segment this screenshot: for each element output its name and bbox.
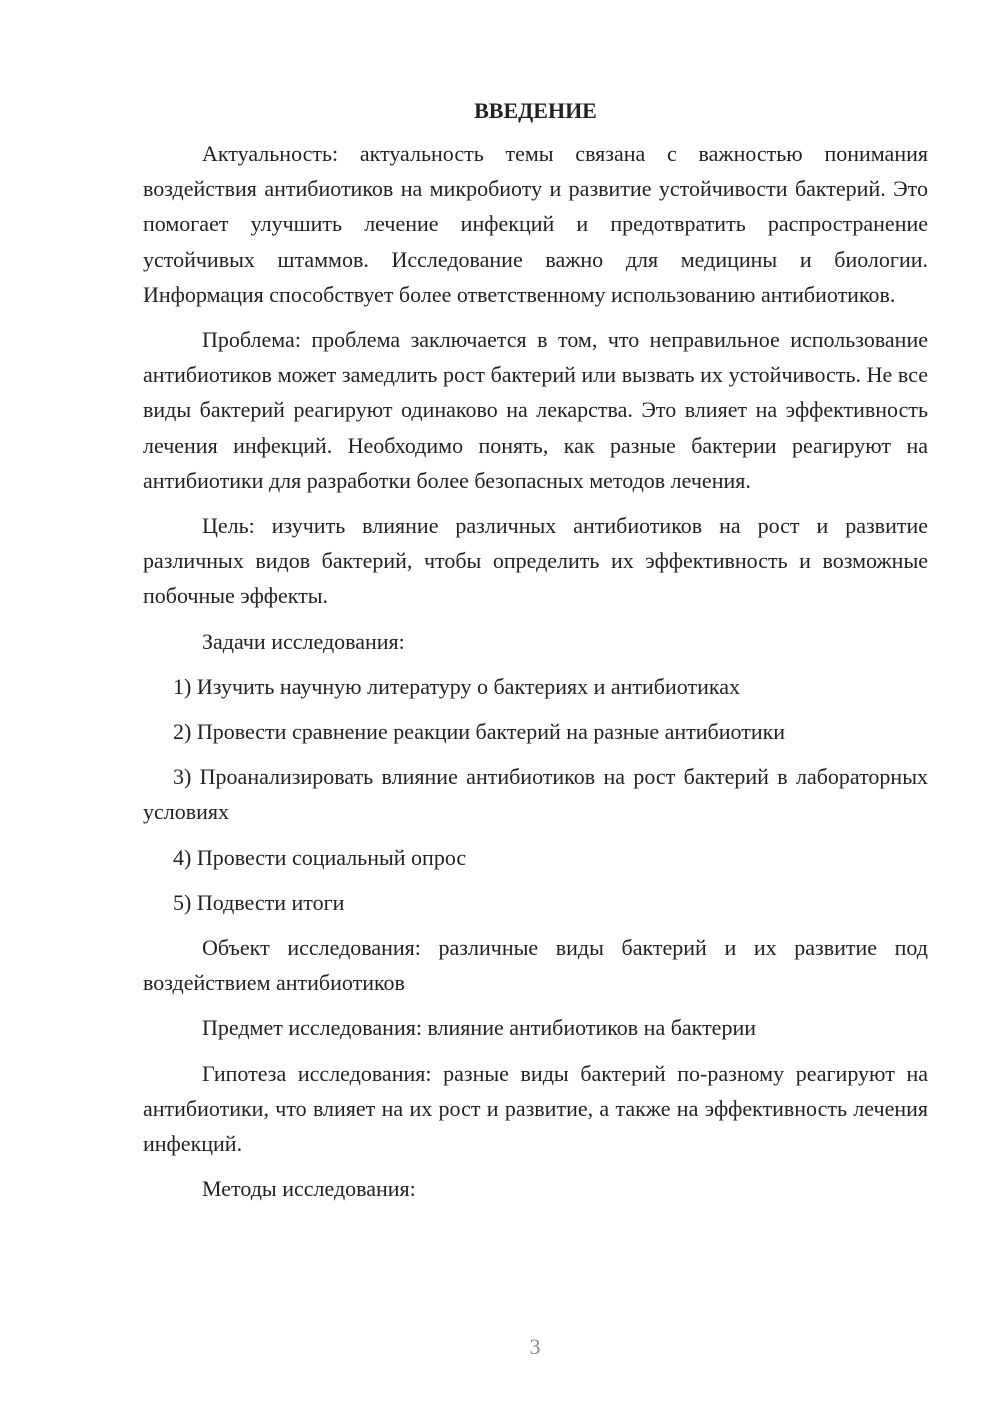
paragraph-object: Объект исследования: различные виды бактерий и их развитие под воздействием антибиотиков xyxy=(143,935,928,996)
task-item-1: 1) Изучить научную литературу о бактериях и антибиотиках xyxy=(173,673,740,699)
paragraph-subject: Предмет исследования: влияние антибиотиков на бактерии xyxy=(202,1015,756,1041)
page-number: 3 xyxy=(529,1334,541,1359)
tasks-heading: Задачи исследования: xyxy=(202,628,405,654)
paragraph-problem: Проблема: проблема заключается в том, что неправильное использование антибиотиков может замедлить рост бактерий или вызвать их устойчивость. Не все виды бактерий реагируют одинаково на лекарства. Это влияет на эффективность лечения инфекций. Необходимо понять, как разные бактерии реагируют на антибиотики для разработки более безопасных методов лечения. xyxy=(143,327,928,493)
task-item-4: 4) Провести социальный опрос xyxy=(173,844,467,870)
task-item-5: 5) Подвести итоги xyxy=(173,889,345,915)
paragraph-goal: Цель: изучить влияние различных антибиотиков на рост и развитие различных видов бактерий, чтобы определить их эффективность и возможные побочные эффекты. xyxy=(143,513,928,609)
task-item-3: 3) Проанализировать влияние антибиотиков на рост бактерий в лабораторных условиях xyxy=(143,764,928,825)
methods-heading: Методы исследования: xyxy=(202,1176,416,1202)
section-title: ВВЕДЕНИЕ xyxy=(474,98,597,123)
paragraph-hypothesis: Гипотеза исследования: разные виды бактерий по-разному реагируют на антибиотики, что влияет на их рост и развитие, а также на эффективность лечения инфекций. xyxy=(143,1060,928,1157)
task-item-2: 2) Провести сравнение реакции бактерий на разные антибиотики xyxy=(173,719,786,745)
document-page xyxy=(143,96,928,1216)
paragraph-relevance: Актуальность: актуальность темы связана с важностью понимания воздействия антибиотиков на микробиоту и развитие устойчивости бактерий. Это помогает улучшить лечение инфекций и предотвратить распространение устойчивых штаммов. Исследование важно для медицины и биологии. Информация способствует более ответственному использованию антибиотиков. xyxy=(143,141,928,307)
